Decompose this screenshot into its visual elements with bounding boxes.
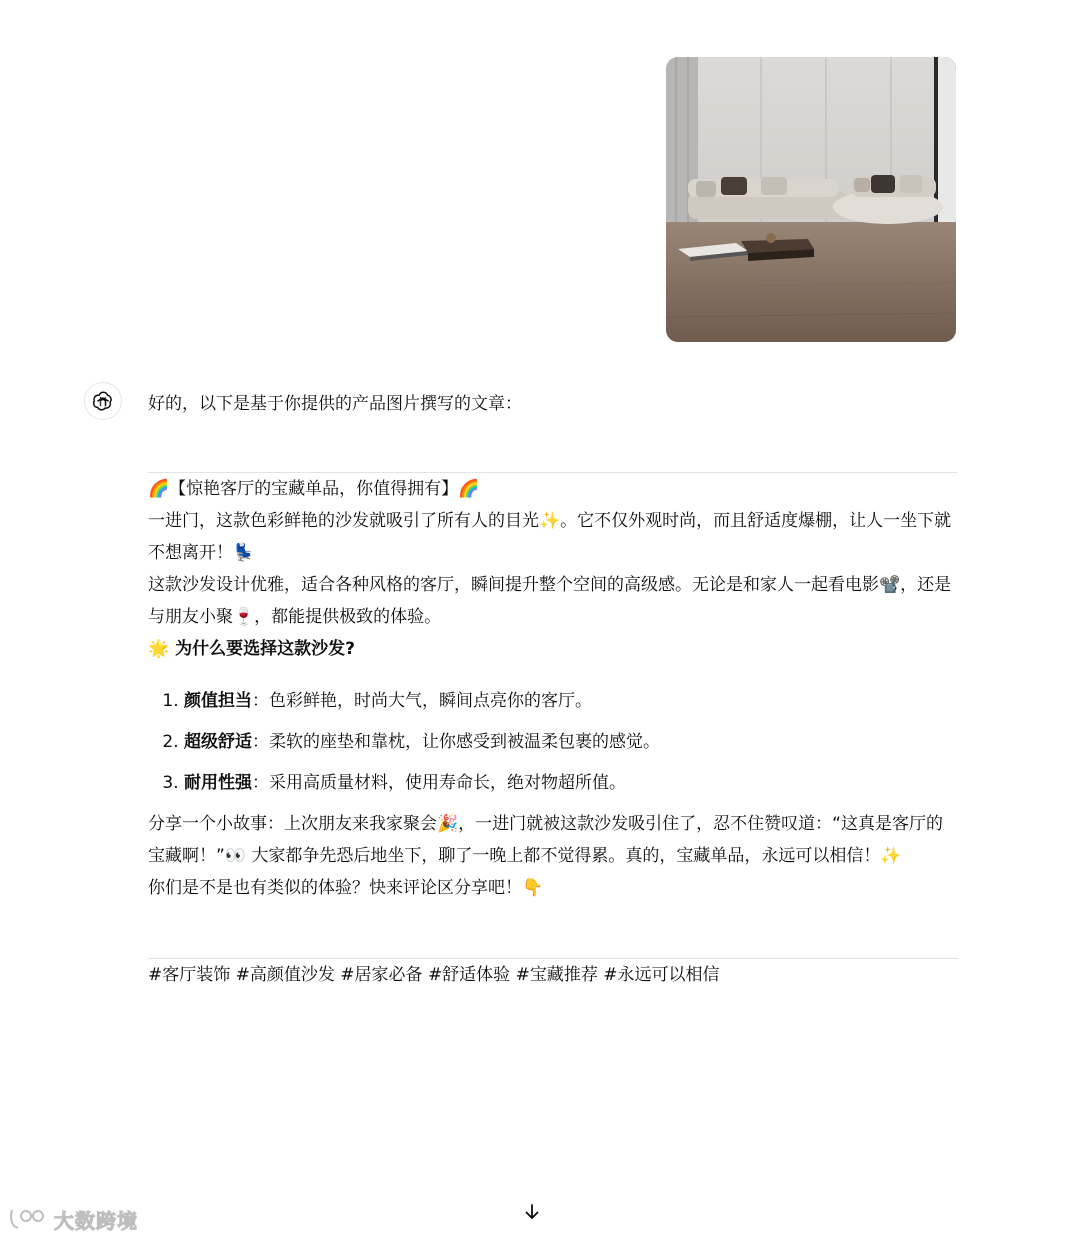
scroll-to-bottom-button[interactable] [516,1196,548,1228]
assistant-message [148,388,958,991]
watermark-text: 大数跨境 [54,1208,138,1233]
reason-title: 耐用性强 [184,773,252,793]
reason-text: ：柔软的座垫和靠枕，让你感受到被温柔包裹的感觉。 [252,732,660,752]
paragraph-intro: 一进门，这款色彩鲜艳的沙发就吸引了所有人的目光✨。它不仅外观时尚，而且舒适度爆棚，让人一坐下就不想离开！💺 [148,511,952,563]
watermark-logo-icon [8,1206,48,1232]
list-item [184,685,958,717]
list-item [184,767,958,799]
paragraph-design: 这款沙发设计优雅，适合各种风格的客厅，瞬间提升整个空间的高级感。无论是和家人一起看电影📽️，还是与朋友小聚🍷，都能提供极致的体验。 [148,575,952,627]
paragraph-story: 分享一个小故事：上次朋友来我家聚会🎉，一进门就被这款沙发吸引住了，忍不住赞叹道：“这真是客厅的宝藏啊！”👀 大家都争先恐后地坐下，聊了一晚上都不觉得累。真的，宝藏单品，永远可以相信！✨ [148,814,943,866]
assistant-intro: 好的，以下是基于你提供的产品图片撰写的文章： [148,394,522,414]
user-uploaded-image[interactable] [666,57,956,342]
list-item [184,726,958,758]
reason-text: ：采用高质量材料，使用寿命长，绝对物超所值。 [252,773,626,793]
reasons-list [148,685,958,799]
reason-title: 颜值担当 [184,691,252,711]
article-title: 🌈【惊艳客厅的宝藏单品，你值得拥有】🌈 [148,479,480,499]
reason-title: 超级舒适 [184,732,252,752]
openai-logo-icon [91,389,115,413]
paragraph-ask: 你们是不是也有类似的体验？快来评论区分享吧！👇 [148,878,544,898]
why-heading: 🌟 为什么要选择这款沙发? [148,639,355,659]
assistant-avatar [84,382,122,420]
reason-text: ：色彩鲜艳，时尚大气，瞬间点亮你的客厅。 [252,691,592,711]
arrow-down-icon [523,1203,541,1221]
hashtags: #客厅装饰 #高颜值沙发 #居家必备 #舒适体验 #宝藏推荐 #永远可以相信 [148,965,720,985]
watermark [8,1204,138,1234]
